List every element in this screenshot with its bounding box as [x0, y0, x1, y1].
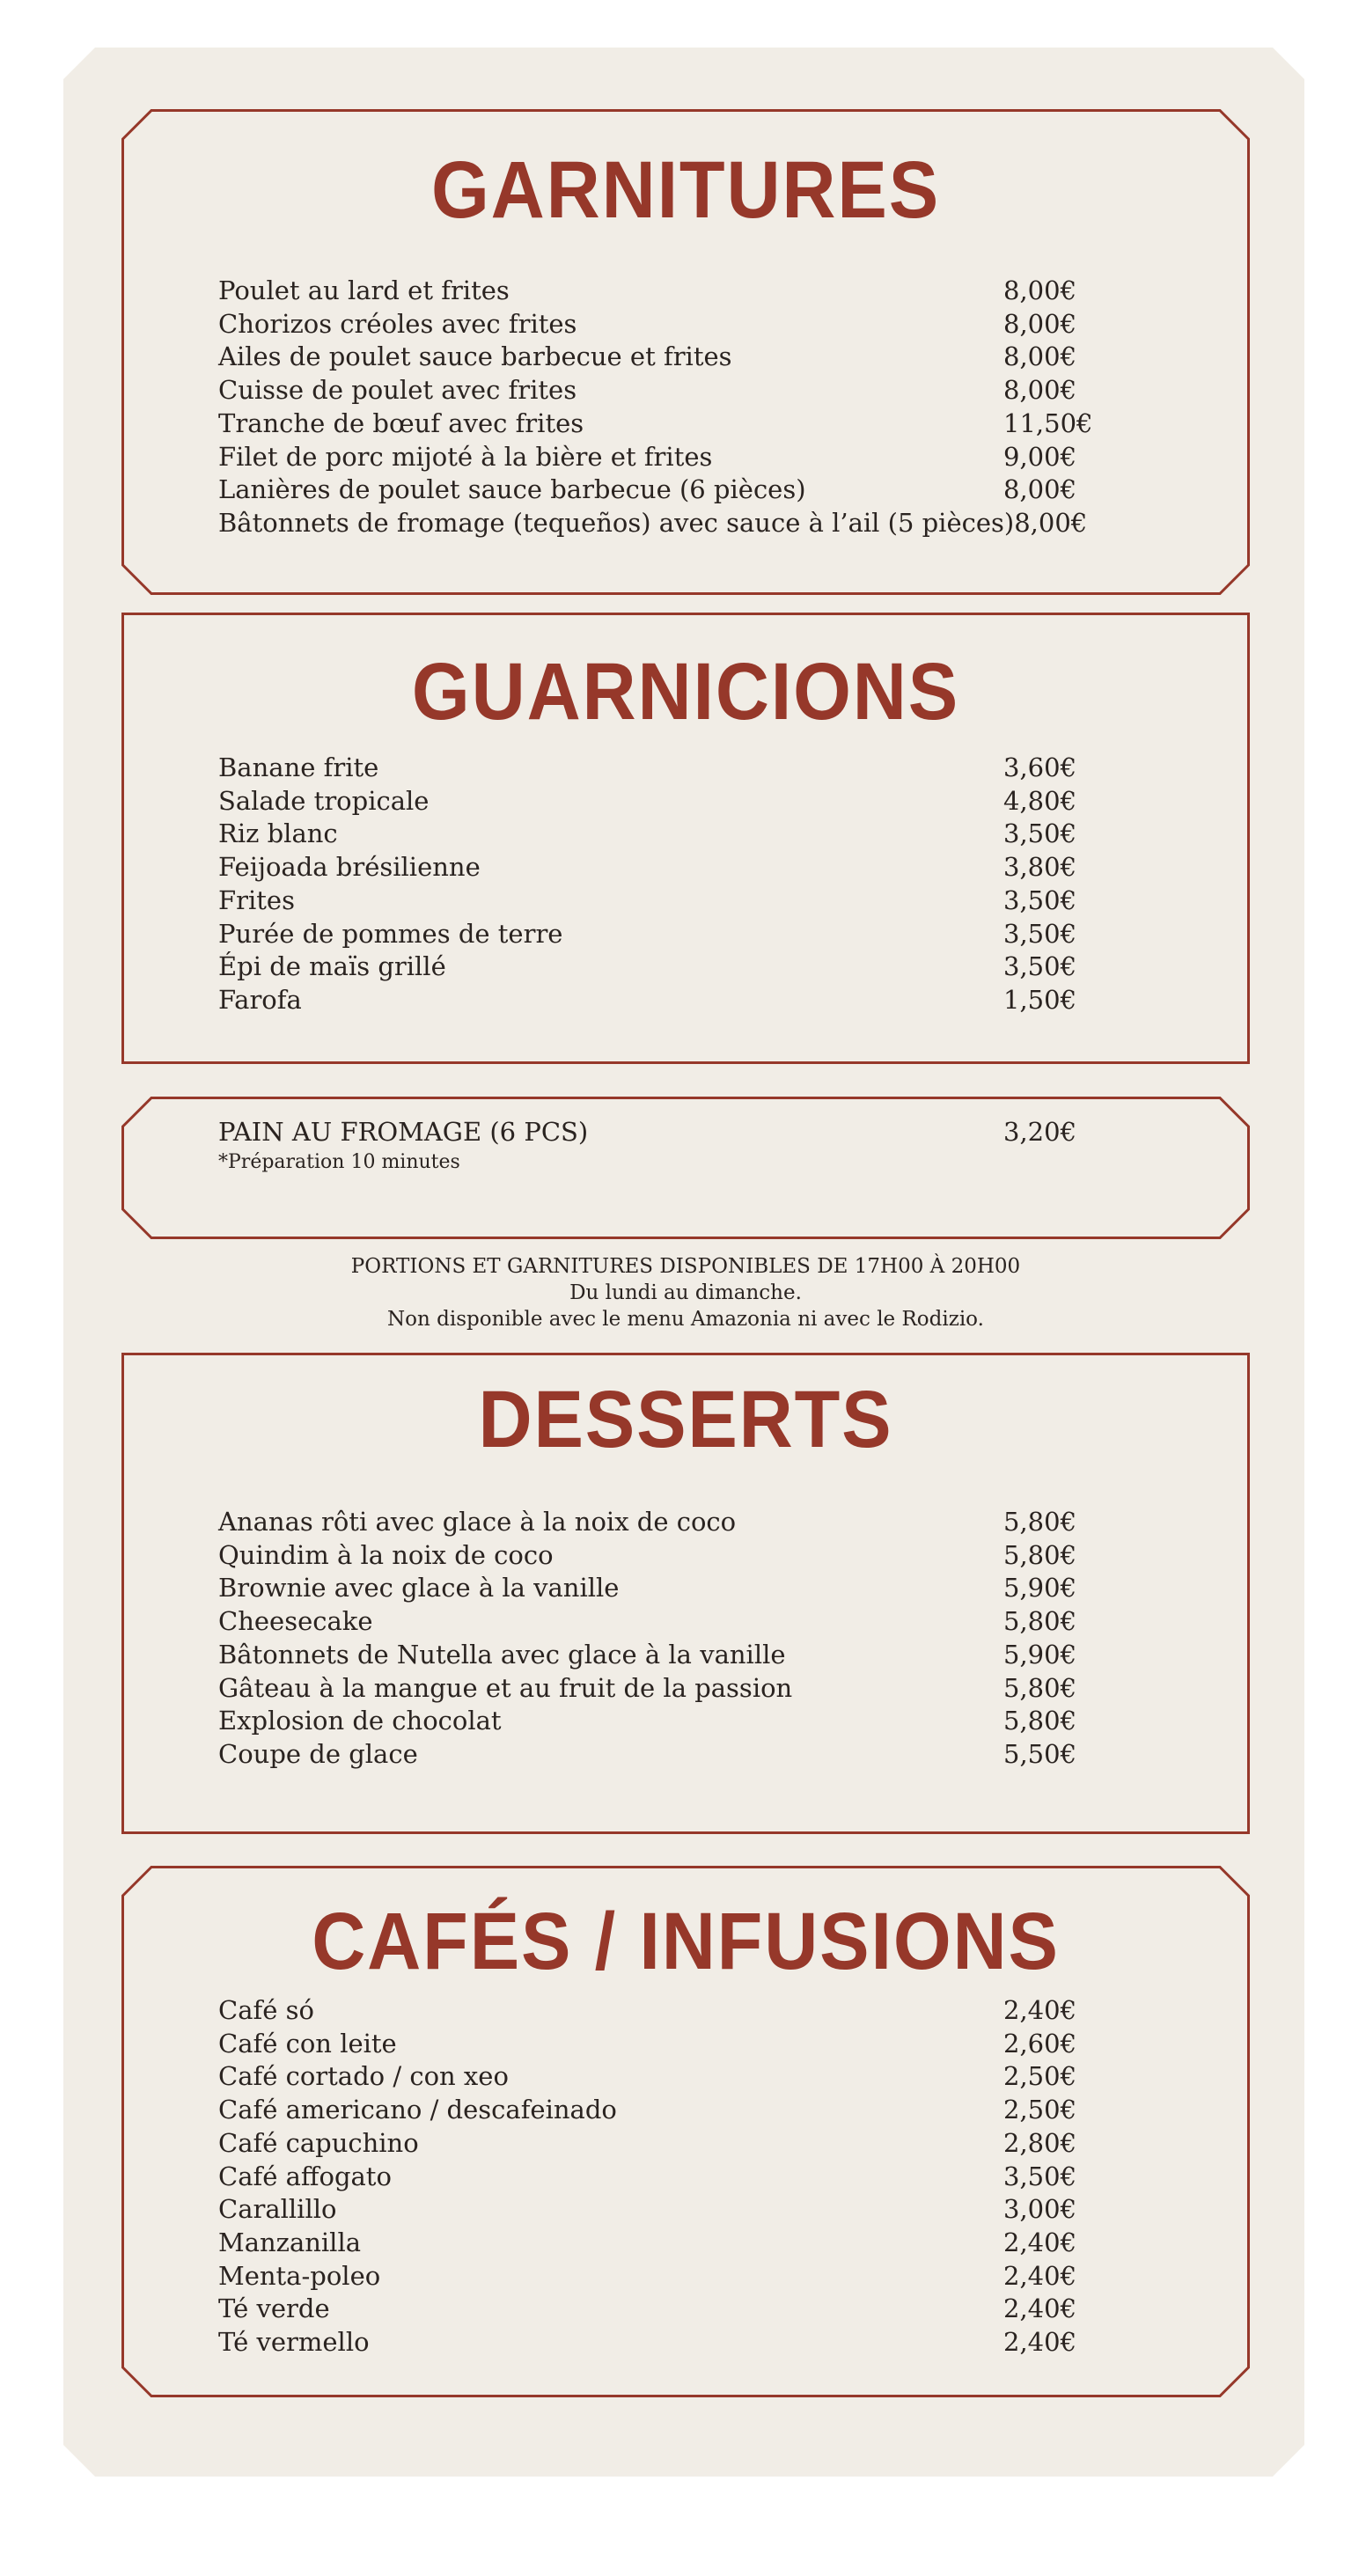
item-price: 5,90€: [1003, 1573, 1077, 1604]
item-list: [218, 752, 1091, 1017]
menu-item: [218, 2161, 1091, 2194]
item-name: Banane frite: [218, 752, 379, 782]
item-price: 8,00€: [1003, 275, 1077, 305]
item-name: Café americano / descafeinado: [218, 2095, 617, 2125]
item-price: 5,50€: [1003, 1738, 1077, 1769]
item-price: 8,00€: [1003, 308, 1077, 339]
item-list: [218, 1994, 1091, 2359]
cafes-section: [121, 1866, 1250, 2397]
menu-item: [218, 441, 1091, 474]
item-name: Café affogato: [218, 2161, 392, 2191]
item-name: Cheesecake: [218, 1606, 373, 1637]
pain-section: [121, 1097, 1250, 1239]
item-name: Café con leite: [218, 2028, 397, 2059]
menu-item: [218, 1672, 1091, 1706]
menu-item: [218, 374, 1091, 407]
menu-item: [218, 851, 1091, 884]
menu-item: [218, 950, 1091, 984]
item-price: 2,40€: [1003, 2227, 1077, 2257]
menu-item: [218, 884, 1091, 918]
menu-item: [218, 407, 1091, 441]
item-price: 5,80€: [1003, 1706, 1077, 1736]
item-price: 3,00€: [1003, 2194, 1077, 2225]
menu-item: [218, 2028, 1091, 2061]
item-price: 3,50€: [1003, 951, 1077, 982]
item-price: 11,50€: [1003, 407, 1093, 438]
item-list: [218, 275, 1091, 540]
menu-item: [218, 818, 1091, 851]
item-name: Menta-poleo: [218, 2260, 381, 2291]
menu-item: [218, 308, 1091, 341]
menu-item: [218, 341, 1091, 374]
item-name: Feijoada brésilienne: [218, 852, 481, 883]
item-price: 3,20€: [1003, 1117, 1077, 1147]
section-title: CAFÉS / INFUSIONS: [312, 1897, 1060, 1986]
item-price: 3,50€: [1003, 884, 1077, 915]
menu-item: [218, 1738, 1091, 1772]
item-name: Té vermello: [218, 2327, 370, 2358]
item-name: Poulet au lard et frites: [218, 275, 510, 305]
menu-item: [218, 507, 1091, 540]
item-name: Ailes de poulet sauce barbecue et frites: [218, 341, 732, 372]
menu-item: [218, 275, 1091, 308]
availability-line: Du lundi au dimanche.: [569, 1281, 802, 1304]
item-price: 5,80€: [1003, 1606, 1077, 1637]
item-price: 8,00€: [1014, 507, 1088, 538]
menu-item: [218, 1605, 1091, 1639]
desserts-section: [121, 1353, 1250, 1834]
menu-item: [218, 2193, 1091, 2227]
item-name: Ananas rôti avec glace à la noix de coco: [218, 1507, 737, 1537]
menu-item: [218, 785, 1091, 818]
section-title: DESSERTS: [478, 1375, 893, 1464]
item-name: Quindim à la noix de coco: [218, 1539, 554, 1570]
item-name: Bâtonnets de Nutella avec glace à la vanille: [218, 1639, 786, 1670]
availability-line: PORTIONS ET GARNITURES DISPONIBLES DE 17H00 À 20H00: [350, 1255, 1021, 1278]
item-name: Purée de pommes de terre: [218, 918, 563, 949]
menu-item: [218, 1116, 1091, 1149]
item-price: 2,50€: [1003, 2061, 1077, 2092]
item-price: 3,60€: [1003, 752, 1077, 782]
item-name: Explosion de chocolat: [218, 1706, 502, 1736]
menu-item: [218, 473, 1091, 507]
item-name: Lanières de poulet sauce barbecue (6 pièces): [218, 474, 806, 505]
menu-item: [218, 2227, 1091, 2260]
item-name: Café cortado / con xeo: [218, 2061, 509, 2092]
menu-item: [218, 2326, 1091, 2359]
item-name: Chorizos créoles avec frites: [218, 308, 577, 339]
pain-item: [218, 1116, 1091, 1176]
item-name: Coupe de glace: [218, 1738, 418, 1769]
menu-item: [218, 2060, 1091, 2094]
item-price: 2,40€: [1003, 2260, 1077, 2291]
item-price: 2,40€: [1003, 1995, 1077, 2025]
garnitures-section: [121, 109, 1250, 595]
item-name: Manzanilla: [218, 2227, 362, 2257]
item-price: 8,00€: [1003, 375, 1077, 406]
menu-item: [218, 2260, 1091, 2293]
availability-line: Non disponible avec le menu Amazonia ni avec le Rodizio.: [387, 1308, 984, 1331]
menu-item: [218, 1705, 1091, 1738]
availability-note: [121, 1253, 1250, 1332]
menu-item: [218, 1572, 1091, 1605]
item-price: 8,00€: [1003, 474, 1077, 505]
item-price: 9,00€: [1003, 441, 1077, 472]
item-name: PAIN AU FROMAGE (6 PCS): [218, 1117, 589, 1147]
item-name: Frites: [218, 884, 295, 915]
item-name: Riz blanc: [218, 818, 338, 849]
item-price: 5,80€: [1003, 1507, 1077, 1537]
preparation-note: *Préparation 10 minutes: [218, 1150, 460, 1173]
item-name: Brownie avec glace à la vanille: [218, 1573, 620, 1604]
menu-item: [218, 1506, 1091, 1539]
menu-item: [218, 1639, 1091, 1672]
section-title: GUARNICIONS: [411, 647, 960, 737]
item-price: 3,80€: [1003, 852, 1077, 883]
menu-item: [218, 918, 1091, 951]
menu-item: [218, 2094, 1091, 2127]
menu-item: [218, 2127, 1091, 2161]
item-price: 2,60€: [1003, 2028, 1077, 2059]
item-price: 3,50€: [1003, 2161, 1077, 2191]
item-name: Café só: [218, 1995, 314, 2025]
menu-item: [218, 2293, 1091, 2326]
item-name: Tranche de bœuf avec frites: [218, 407, 584, 438]
menu-item: [218, 984, 1091, 1017]
item-price: 3,50€: [1003, 918, 1077, 949]
item-price: 5,90€: [1003, 1639, 1077, 1670]
item-price: 4,80€: [1003, 785, 1077, 816]
menu-item: [218, 1539, 1091, 1573]
item-price: 8,00€: [1003, 341, 1077, 372]
item-name: Cuisse de poulet avec frites: [218, 375, 577, 406]
item-price: 2,80€: [1003, 2127, 1077, 2158]
item-price: 2,50€: [1003, 2095, 1077, 2125]
item-name: Farofa: [218, 984, 302, 1015]
item-name: Café capuchino: [218, 2127, 419, 2158]
item-price: 2,40€: [1003, 2293, 1077, 2324]
item-name: Gâteau à la mangue et au fruit de la passion: [218, 1672, 793, 1703]
item-name: Épi de maïs grillé: [218, 951, 446, 982]
item-price: 3,50€: [1003, 818, 1077, 849]
item-price: 5,80€: [1003, 1672, 1077, 1703]
item-price: 1,50€: [1003, 984, 1077, 1015]
item-name: Carallillo: [218, 2194, 337, 2225]
menu-item: [218, 752, 1091, 785]
guarnicions-section: [121, 613, 1250, 1064]
section-title: GARNITURES: [431, 145, 940, 235]
item-price: 2,40€: [1003, 2327, 1077, 2358]
item-name: Salade tropicale: [218, 785, 430, 816]
menu-item: [218, 1994, 1091, 2028]
item-price: 5,80€: [1003, 1539, 1077, 1570]
item-list: [218, 1506, 1091, 1772]
item-name: Filet de porc mijoté à la bière et frites: [218, 441, 713, 472]
item-name: Bâtonnets de fromage (tequeños) avec sauce à l’ail (5 pièces): [218, 507, 1015, 538]
item-name: Té verde: [218, 2293, 330, 2324]
